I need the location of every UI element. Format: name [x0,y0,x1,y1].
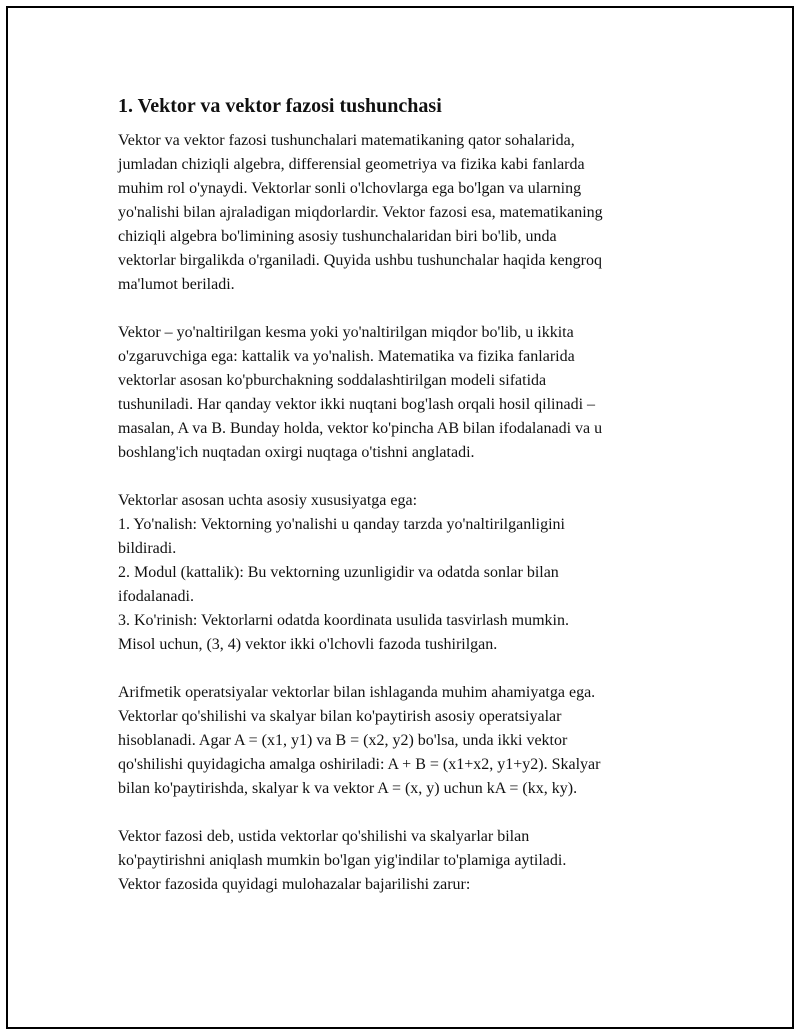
list-item: 1. Yo'nalish: Vektorning yo'nalishi u qanday tarzda yo'naltirilganligini [118,516,565,533]
text-line: bilan ko'paytirishda, skalyar k va vektor A = (x, y) uchun kA = (kx, ky). [118,780,578,797]
text-line: qo'shilishi quyidagicha amalga oshiriladi: A + B = (x1+x2, y1+y2). Skalyar [118,756,601,773]
text-line: hisoblanadi. Agar A = (x1, y1) va B = (x2, y2) bo'lsa, unda ikki vektor [118,732,568,749]
text-line: vektorlar birgalikda o'rganiladi. Quyida ushbu tushunchalar haqida kengroq [118,252,602,269]
text-line: Vektor – yo'naltirilgan kesma yoki yo'naltirilgan miqdor bo'lib, u ikkita [118,324,574,341]
list-item-continuation: bildiradi. [118,540,177,557]
text-line: boshlang'ich nuqtadan oxirgi nuqtaga o'tishni anglatadi. [118,444,475,461]
list-item: 3. Ko'rinish: Vektorlarni odatda koordinata usulida tasvirlash mumkin. [118,612,569,629]
text-line: ma'lumot beriladi. [118,276,235,293]
text-line: ko'paytirishni aniqlash mumkin bo'lgan yig'indilar to'plamiga aytiladi. [118,852,567,869]
text-line: Arifmetik operatsiyalar vektorlar bilan ishlaganda muhim ahamiyatga ega. [118,684,596,701]
paragraph-vector-space [118,825,693,897]
text-line: masalan, A va B. Bunday holda, vektor ko'pincha AB bilan ifodalanadi va u [118,420,603,437]
text-line: jumladan chiziqli algebra, differensial geometriya va fizika kabi fanlarda [118,156,585,173]
text-line: tushuniladi. Har qanday vektor ikki nuqtani bog'lash orqali hosil qilinadi – [118,396,596,413]
paragraph-vector-properties [118,489,693,657]
paragraph-vector-definition [118,321,693,465]
text-line: vektorlar asosan ko'pburchakning soddalashtirilgan modeli sifatida [118,372,547,389]
section-title: 1. Vektor va vektor fazosi tushunchasi [118,95,442,117]
list-item-continuation: Misol uchun, (3, 4) vektor ikki o'lchovli fazoda tushirilgan. [118,636,498,653]
list-item: 2. Modul (kattalik): Bu vektorning uzunligidir va odatda sonlar bilan [118,564,559,581]
list-item-continuation: ifodalanadi. [118,588,194,605]
text-line: Vektor va vektor fazosi tushunchalari matematikaning qator sohalarida, [118,132,575,149]
text-line: Vektorlar qo'shilishi va skalyar bilan ko'paytirish asosiy operatsiyalar [118,708,562,725]
text-line: muhim rol o'ynaydi. Vektorlar sonli o'lchovlarga ega bo'lgan va ularning [118,180,582,197]
text-line: chiziqli algebra bo'limining asosiy tushunchalaridan biri bo'lib, unda [118,228,557,245]
paragraph-arithmetic-operations [118,681,693,801]
text-line: Vektorlar asosan uchta asosiy xususiyatga ega: [118,492,418,509]
text-line: yo'nalishi bilan ajraladigan miqdorlardir. Vektor fazosi esa, matematikaning [118,204,603,221]
text-line: Vektor fazosida quyidagi mulohazalar bajarilishi zarur: [118,876,471,893]
paragraph-intro [118,129,693,297]
text-line: Vektor fazosi deb, ustida vektorlar qo'shilishi va skalyarlar bilan [118,828,530,845]
text-line: o'zgaruvchiga ega: kattalik va yo'nalish. Matematika va fizika fanlarida [118,348,575,365]
document-body [118,93,693,921]
